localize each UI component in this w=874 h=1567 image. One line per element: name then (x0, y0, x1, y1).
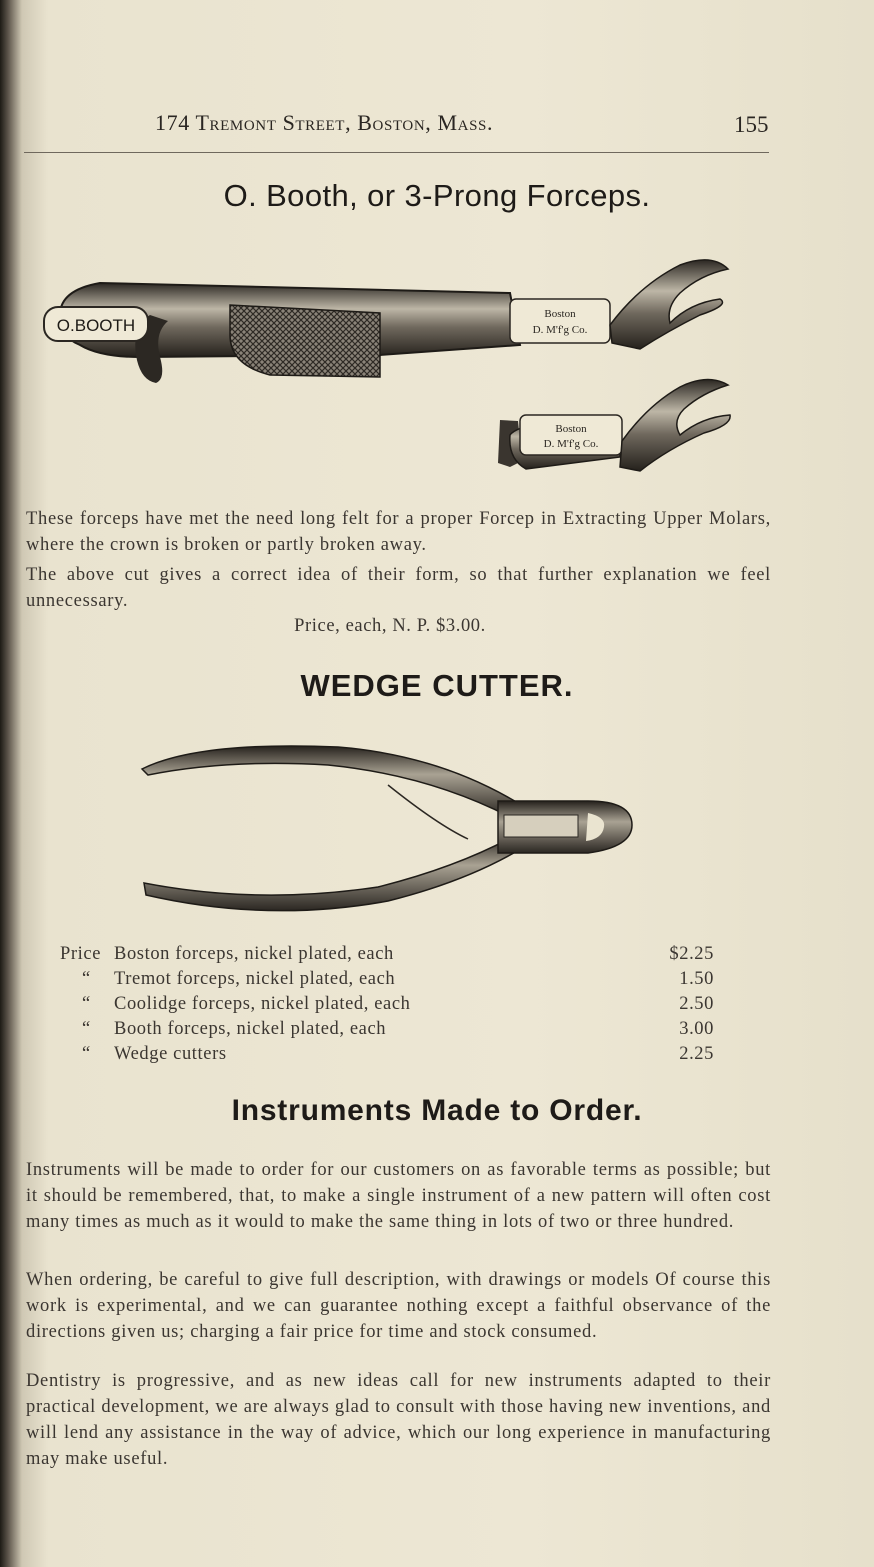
price-item-label: Booth forceps, nickel plated, each (114, 1019, 387, 1039)
price-row (60, 1042, 720, 1067)
section-heading-booth-forceps: O. Booth, or 3-Prong Forceps. (223, 178, 651, 213)
instruments-paragraph-3: Dentistry is progressive, and as new ideas call for new instruments adapted to their practical development, we are always glad to consult with those having new inventions, and will lend any assistance in the way of advice, which our long experience in manufacturing may make useful. (26, 1371, 771, 1469)
stamp-top-line1: Boston (544, 308, 576, 320)
price-item-amount: 1.50 (679, 969, 714, 989)
page-number: 155 (734, 112, 769, 137)
price-item-label: Wedge cutters (114, 1044, 227, 1064)
price-item-amount: 2.50 (679, 994, 714, 1014)
price-item-label: Tremot forceps, nickel plated, each (114, 969, 396, 989)
wedge-cutter-illustration (138, 735, 638, 920)
instruments-paragraph-1: Instruments will be made to order for our customers on as favorable terms as possible; but it should be remembered, that, to make a single instrument of a new pattern will often cost many times as much as it would to make the same thing in lots of two or three hundred. (26, 1160, 771, 1232)
stamp-top-line2: D. M'f'g Co. (532, 324, 588, 336)
price-item-amount: 3.00 (679, 1019, 714, 1039)
booth-description-paragraph: These forceps have met the need long felt for a proper Forcep in Extracting Upper Molars, where the crown is broken or partly broken away. (26, 509, 771, 555)
price-row (60, 942, 720, 967)
booth-handle-label: O.BOOTH (56, 316, 136, 335)
stamp-lower-line1: Boston (555, 423, 587, 435)
price-prefix: Price (60, 944, 102, 964)
ditto-mark: “ (82, 1019, 91, 1039)
booth-explanation-paragraph: The above cut gives a correct idea of their form, so that further explanation we feel unnecessary. (26, 565, 771, 611)
price-item-label: Coolidge forceps, nickel plated, each (114, 994, 411, 1014)
price-list (60, 942, 720, 1067)
price-item-amount: 2.25 (679, 1044, 714, 1064)
price-row (60, 1017, 720, 1042)
instruments-paragraph-2: When ordering, be careful to give full description, with drawings or models Of course this work is experimental, and we can guarantee nothing except a faithful observance of the directions given us; charging a fair price for time and stock consumed. (26, 1270, 771, 1342)
section-heading-wedge-cutter: WEDGE CUTTER. (300, 668, 574, 703)
header-title: 174 Tremont Street, Boston, Mass. (155, 110, 494, 135)
booth-price-line: Price, each, N. P. $3.00. (294, 616, 486, 636)
price-item-amount: $2.25 (669, 944, 714, 964)
ditto-mark: “ (82, 994, 91, 1014)
price-item-label: Boston forceps, nickel plated, each (114, 944, 394, 964)
header-rule (24, 152, 769, 153)
ditto-mark: “ (82, 969, 91, 989)
stamp-lower-line2: D. M'f'g Co. (543, 438, 599, 450)
page-header (0, 108, 874, 148)
booth-forceps-illustration (40, 245, 740, 485)
price-row (60, 992, 720, 1017)
ditto-mark: “ (82, 1044, 91, 1064)
section-heading-instruments: Instruments Made to Order. (231, 1094, 643, 1127)
price-row (60, 967, 720, 992)
